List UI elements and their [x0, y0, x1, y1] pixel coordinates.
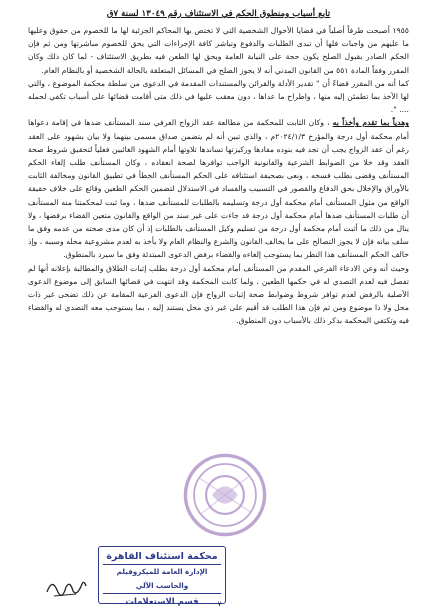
paragraph-4: وحيث أنه وعن الادعاء الفرعي المقدم من المستأنف أمام محكمة أول درجة بطلب إثبات الطلاق والمطالبة بإعلانه أنها لم تفصل فيه لعدم التصدي له في حكمها الطعين ، ولما كانت المحكمة وقد انتهت في قضائها السابق إلى موضوع الدعوى الأصلية بالرفض لعدم توافر شروط وضوابط صحة إثبات الزواج فإن الدعوى الفرعية المقامة عن ذلك تضحى غير ذات محل ولا ذا موضوع ومن ثم فإن هذا الطلب قد أقيم على غير ذي محل يستند إليه ، بما يستوجب معه التصدي له والقضاء فيه وتكتفي المحكمة بذكر ذلك بالأسباب دون المنطوق.: [28, 263, 409, 326]
archive-stamp-section: قسم الاستعلامات: [125, 597, 199, 607]
court-seal-icon: [182, 452, 268, 538]
paragraph-1: ١٩٥٥ أصبحت طرفاً أصلياً في قضايا الأحوال الشخصية التي لا تختص بها المحاكم الجزئية لها ما للخصوم من حقوق وعليها ما عليهم من واجبات فلها أن تبدى الطلبات والدفوع وتباشر كافة الإجراءات التي يحق للخصوم مباشرتها ومن ثم فإن الحكم الصادر بقبول الصلح يكون حجة على النيابة العامة ويحق لها الطعن فيه بطريق الاستئناف - لما كان ذلك وكان المقرر وفقاً المادة ٥٥١ من القانون المدني أنه لا يجوز الصلح في المسائل المتعلقة بالحالة الشخصية أو بالنظام العام.: [28, 26, 409, 75]
page-number: ٧: [217, 600, 222, 608]
paragraph-2: كما أنه من المقرر قضاءً أن " تقدير الأدلة والقرائن والمستندات المقدمة في الدعوى من سلطة محكمة الموضوع ، والتي لها الأخذ بما تطمئن إليه منها ، واطراح ما عداها ، دون معقب عليها في ذلك متى أقامت قضائها على أسباب تكفي لحمله .... ".: [28, 78, 409, 115]
highlighted-phrase: وهدياً بما تقدم وأخذاً به: [332, 118, 409, 128]
archive-stamp-department: الإدارة العامة للميكروفيلم والحاسب الآلي: [103, 564, 221, 594]
paragraph-3: [28, 116, 409, 261]
archive-stamp: [98, 546, 226, 607]
signature-icon: [44, 572, 88, 602]
paragraph-3-rest: ، وكان الثابت للمحكمة من مطالعة عقد الزواج العرفي سند المستأنف ضدها في إقامة دعواها أمام محكمة أول درجة والمؤرخ ٢٠٢٤/١/٣م ، والذي تبين أنه لم يتضمن صداق مسمى بينهما ولا بيان بشهود على العقد رغم أن عقد الزواج يجب أن تجد فيه بنوده مفادها وركيزتها تساندها تلاوتها أمام الشهود الغائبين فعلياً لتحقيق شروط صحة العقد وقد خلا من الضوابط الشرعية والقانونية الواجب توافرها لصحة انعقاده ، وكان المستأنف طلب إلغاء الحكم المستأنف وقضى بطلب فسخه ، ونعى بصحيفة استئنافه على الحكم المستأنف الخطأ في تطبيق القانون ومخالفة الثابت بالأوراق والإخلال بحق الدفاع والقصور في التسبيب والفساد في الاستدلال لتضمين الحكم الطعين وقائع على خلاف حقيقة الواقع من مثول المستأنف أمام محكمة أول درجة وتسليمه بالطلبات للمستأنف ضدها ، وما ثبت لمحكمتنا منه المستأنف أن طلبات المستأنف ضدها أمام محكمة أول درجة قد جاءت على غير سند من الواقع والقانون متعين القضاء برفضها ، ولا ينال من ذلك ما أثبت أمام محكمة أول درجة من تسليم وكيل المستأنف بالطلبات إذ أن كان مدى صحته من عدمه وفق ما سلف بيانه فإن لا يجوز التصالح على ما يخالف القانون والشرع والنظام العام ولا يأخذ به لعدم مشروعية محله وسببه ، وإذ خالف الحكم المستأنف هذا النظر بما يستوجب إلغاءه والقضاء برفض الدعوى المبتدئة وفق ما سيرد بالمنطوق.: [28, 118, 409, 260]
document-body: [28, 24, 409, 328]
document-header: تابع أسباب ومنطوق الحكم في الاستئناف رقم ١٣٠٤٩ لسنة ٧ق: [106, 9, 331, 19]
archive-stamp-title: محكمة استئناف القاهرة: [106, 551, 218, 562]
